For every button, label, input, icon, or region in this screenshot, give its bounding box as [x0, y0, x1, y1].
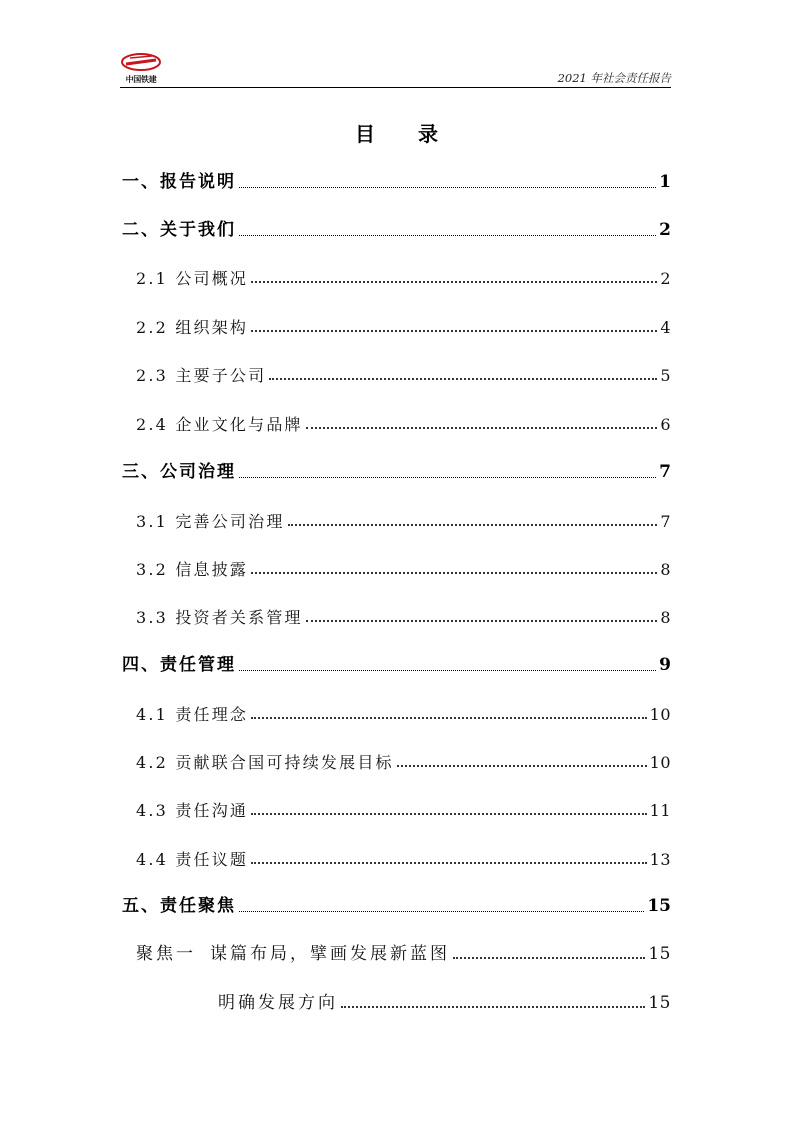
toc-entry-2-3[interactable]	[136, 354, 671, 384]
toc-entry-label: 明确发展方向	[218, 993, 338, 1013]
dot-leader	[306, 620, 658, 622]
crcc-logo-icon	[120, 51, 162, 73]
toc-entry-focus-1[interactable]	[136, 933, 671, 963]
toc-entry-2[interactable]	[122, 209, 671, 239]
dot-leader	[239, 477, 656, 478]
toc-entry-page: 1	[659, 172, 671, 192]
toc-entry-page: 8	[660, 608, 671, 627]
dot-leader	[251, 813, 647, 815]
toc-entry-1[interactable]	[122, 161, 671, 191]
dot-leader	[251, 717, 647, 719]
toc-entry-page: 10	[649, 753, 671, 772]
dot-leader	[269, 378, 657, 380]
toc-entry-label: 4.3 责任沟通	[136, 801, 249, 820]
toc-entry-title: 谋篇布局，擘画发展新蓝图	[210, 944, 450, 964]
toc-entry-label: 五、责任聚焦	[122, 896, 236, 916]
dot-leader	[306, 427, 658, 429]
toc-entry-page: 8	[660, 560, 671, 579]
toc-entry-2-1[interactable]	[136, 257, 671, 287]
toc-entry-page: 4	[660, 318, 671, 337]
toc-entry-3-2[interactable]	[136, 548, 671, 578]
logo-text: 中国铁建	[125, 75, 157, 84]
toc-entry-label: 2.1 公司概况	[136, 269, 249, 288]
toc-entry-page: 6	[660, 415, 671, 434]
toc-entry-label: 3.1 完善公司治理	[136, 512, 285, 531]
toc-entry-label: 2.3 主要子公司	[136, 366, 267, 385]
toc-entry-focus-1-sub[interactable]	[218, 982, 671, 1012]
toc-entry-4-4[interactable]	[136, 838, 671, 868]
toc-entry-page: 9	[659, 655, 671, 675]
toc-entry-3-3[interactable]	[136, 596, 671, 626]
toc-entry-5[interactable]	[122, 885, 671, 915]
toc-entry-page: 5	[660, 366, 671, 385]
dot-leader	[251, 572, 657, 574]
toc-entry-page: 2	[660, 269, 671, 288]
report-title: 2021 年社会责任报告	[557, 71, 671, 85]
toc-entry-2-4[interactable]	[136, 403, 671, 433]
toc-entry-label: 3.2 信息披露	[136, 560, 249, 579]
toc-entry-page: 15	[647, 896, 671, 916]
toc-entry-4-2[interactable]	[136, 741, 671, 771]
dot-leader	[341, 1006, 645, 1008]
dot-leader	[239, 670, 656, 671]
toc-entry-page: 11	[649, 801, 671, 820]
toc-entry-label: 2.2 组织架构	[136, 318, 249, 337]
dot-leader	[239, 911, 644, 912]
toc-entry-page: 15	[648, 944, 671, 964]
toc-entry-page: 13	[649, 850, 671, 869]
toc-entry-page: 10	[649, 705, 671, 724]
toc-entry-label: 2.4 企业文化与品牌	[136, 415, 303, 434]
toc-entry-page: 15	[648, 993, 671, 1013]
toc-entry-label: 4.1 责任理念	[136, 705, 249, 724]
dot-leader	[453, 957, 645, 959]
toc-entry-label	[136, 946, 450, 963]
toc-entry-3[interactable]	[122, 451, 671, 481]
toc-entry-4-3[interactable]	[136, 789, 671, 819]
toc-entry-page: 2	[659, 220, 671, 240]
toc-entry-prefix: 聚焦一	[136, 944, 196, 964]
toc-title: 目 录	[355, 122, 456, 146]
dot-leader	[239, 187, 656, 188]
dot-leader	[251, 862, 647, 864]
toc-entry-label: 四、责任管理	[122, 655, 236, 675]
dot-leader	[251, 281, 657, 283]
toc-entry-2-2[interactable]	[136, 306, 671, 336]
toc-entry-label: 二、关于我们	[122, 220, 236, 240]
toc-entry-label: 一、报告说明	[122, 172, 236, 192]
company-logo	[120, 51, 162, 85]
dot-leader	[288, 524, 658, 526]
header-divider	[120, 87, 671, 88]
toc-entry-label: 4.2 贡献联合国可持续发展目标	[136, 753, 394, 772]
toc-entry-4-1[interactable]	[136, 693, 671, 723]
toc-entry-label: 3.3 投资者关系管理	[136, 608, 303, 627]
dot-leader	[251, 330, 657, 332]
toc-entry-page: 7	[659, 462, 671, 482]
toc-entry-label: 4.4 责任议题	[136, 850, 249, 869]
toc-entry-4[interactable]	[122, 644, 671, 674]
dot-leader	[239, 235, 656, 236]
toc-entry-3-1[interactable]	[136, 500, 671, 530]
toc-entry-label: 三、公司治理	[122, 462, 236, 482]
toc-entry-page: 7	[660, 512, 671, 531]
dot-leader	[397, 765, 647, 767]
